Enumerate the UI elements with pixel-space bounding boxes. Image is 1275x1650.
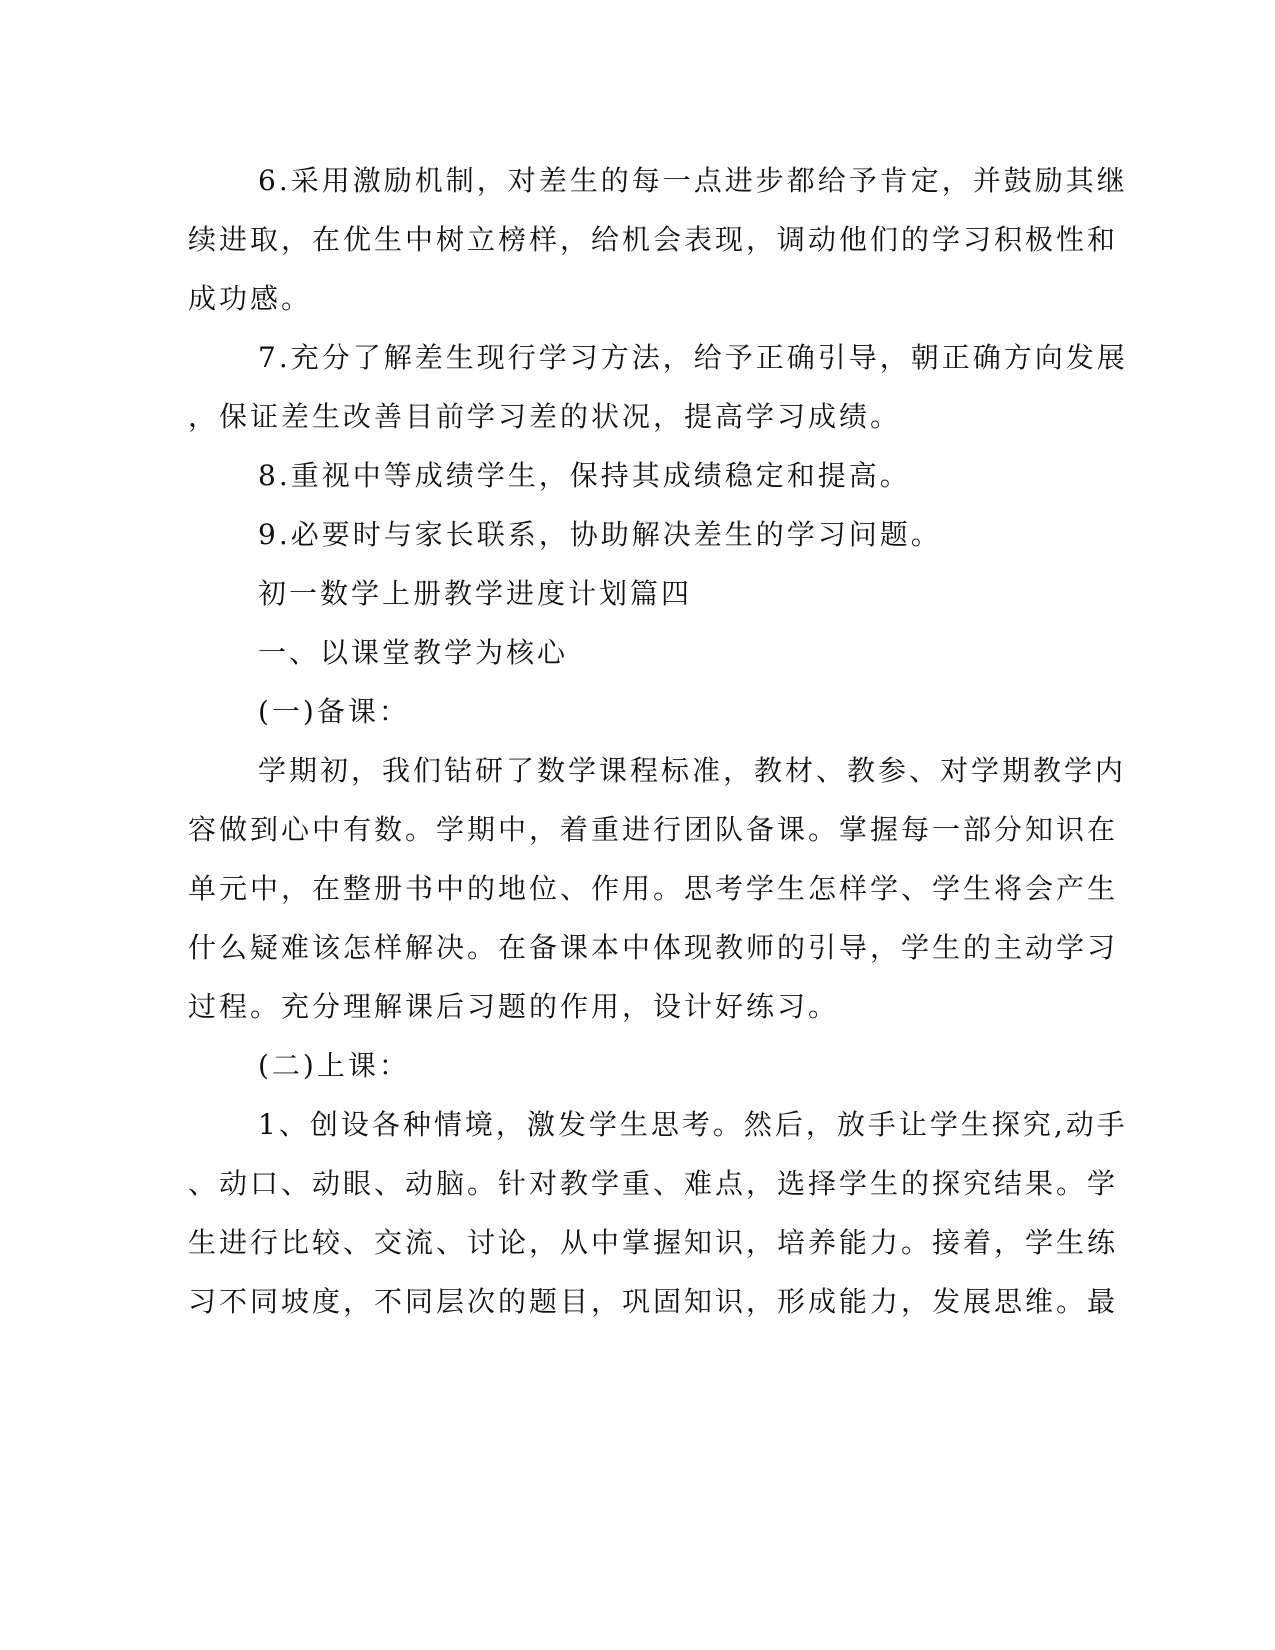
subheading: (一)备课： [258, 695, 410, 728]
text-line: 8.重视中等成绩学生，保持其成绩稳定和提高。 [258, 459, 911, 492]
text-line: 什么疑难该怎样解决。在备课本中体现教师的引导，学生的主动学习 [188, 931, 1119, 964]
text-line: 学期初，我们钻研了数学课程标准，教材、教参、对学期教学内 [258, 754, 1127, 787]
text-line: ，保证差生改善目前学习差的状况，提高学习成绩。 [188, 400, 902, 433]
text-line: 成功感。 [188, 282, 313, 315]
text-line: 续进取，在优生中树立榜样，给机会表现，调动他们的学习积极性和 [188, 223, 1119, 256]
text-line: 容做到心中有数。学期中，着重进行团队备课。掌握每一部分知识在 [188, 813, 1119, 846]
text-line: 习不同坡度，不同层次的题目，巩固知识，形成能力，发展思维。最 [188, 1285, 1119, 1318]
text-line: 单元中，在整册书中的地位、作用。思考学生怎样学、学生将会产生 [188, 872, 1119, 905]
subheading: (二)上课： [258, 1049, 410, 1082]
text-line: 6.采用激励机制，对差生的每一点进步都给予肯定，并鼓励其继 [258, 164, 1128, 197]
text-line: 9.必要时与家长联系，协助解决差生的学习问题。 [258, 518, 942, 551]
section-heading: 初一数学上册教学进度计划篇四 [258, 577, 693, 610]
subheading: 一、以课堂教学为核心 [258, 636, 569, 669]
text-line: 1、创设各种情境，激发学生思考。然后，放手让学生探究,动手 [258, 1108, 1128, 1141]
text-line: 过程。充分理解课后习题的作用，设计好练习。 [188, 990, 840, 1023]
text-line: 、动口、动眼、动脑。针对教学重、难点，选择学生的探究结果。学 [188, 1167, 1119, 1200]
text-line: 生进行比较、交流、讨论，从中掌握知识，培养能力。接着，学生练 [188, 1226, 1119, 1259]
text-line: 7.充分了解差生现行学习方法，给予正确引导，朝正确方向发展 [258, 341, 1128, 374]
